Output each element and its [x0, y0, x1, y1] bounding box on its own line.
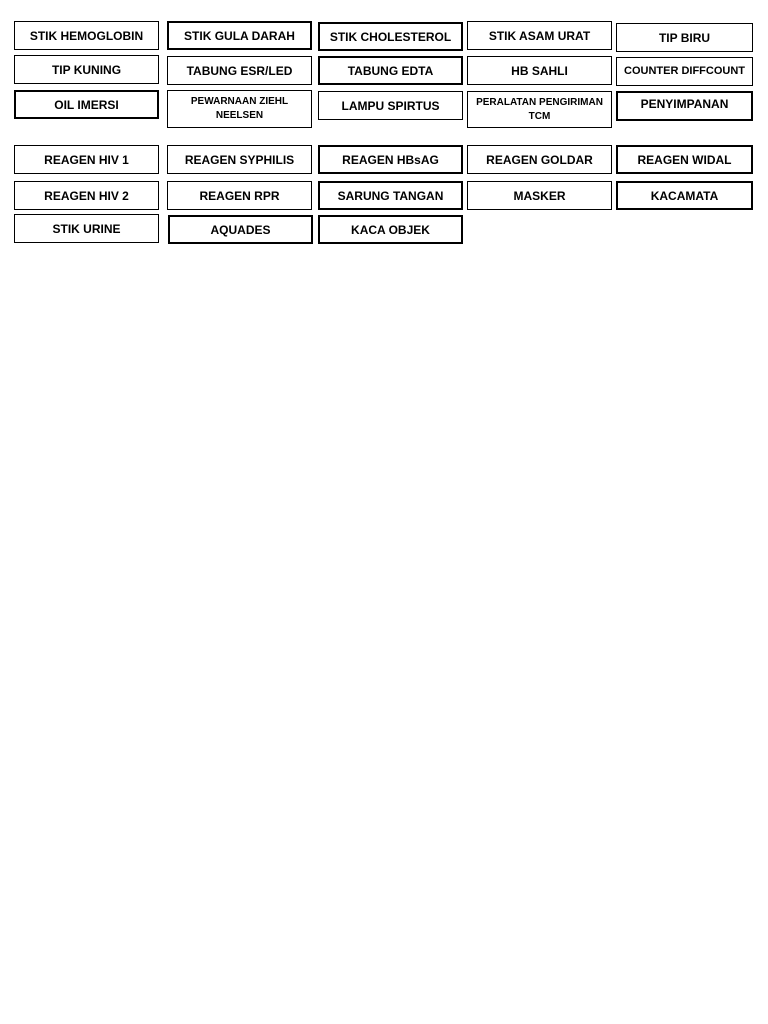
label-pewarnaan-ziehl-neelsen: PEWARNAAN ZIEHL NEELSEN	[167, 90, 312, 128]
label-oil-imersi: OIL IMERSI	[14, 90, 159, 119]
label-reagen-hbsag: REAGEN HBsAG	[318, 145, 463, 174]
label-stik-gula-darah: STIK GULA DARAH	[167, 21, 312, 50]
label-reagen-hiv-1: REAGEN HIV 1	[14, 145, 159, 174]
label-kaca-objek: KACA OBJEK	[318, 215, 463, 244]
label-aquades: AQUADES	[168, 215, 313, 244]
label-reagen-widal: REAGEN WIDAL	[616, 145, 753, 174]
label-reagen-goldar: REAGEN GOLDAR	[467, 145, 612, 174]
label-masker: MASKER	[467, 181, 612, 210]
label-hb-sahli: HB SAHLI	[467, 56, 612, 85]
label-reagen-rpr: REAGEN RPR	[167, 181, 312, 210]
label-sarung-tangan: SARUNG TANGAN	[318, 181, 463, 210]
label-counter-diffcount: COUNTER DIFFCOUNT	[616, 57, 753, 86]
label-tabung-edta: TABUNG EDTA	[318, 56, 463, 85]
label-tip-kuning: TIP KUNING	[14, 55, 159, 84]
label-reagen-hiv-2: REAGEN HIV 2	[14, 181, 159, 210]
label-stik-hemoglobin: STIK HEMOGLOBIN	[14, 21, 159, 50]
label-stik-cholesterol: STIK CHOLESTEROL	[318, 22, 463, 51]
label-tip-biru: TIP BIRU	[616, 23, 753, 52]
label-lampu-spirtus: LAMPU SPIRTUS	[318, 91, 463, 120]
label-peralatan-pengiriman-tcm: PERALATAN PENGIRIMAN TCM	[467, 91, 612, 128]
label-kacamata: KACAMATA	[616, 181, 753, 210]
label-penyimpanan: PENYIMPANAN	[616, 91, 753, 121]
label-tabung-esr-led: TABUNG ESR/LED	[167, 56, 312, 85]
label-reagen-syphilis: REAGEN SYPHILIS	[167, 145, 312, 174]
label-stik-asam-urat: STIK ASAM URAT	[467, 21, 612, 50]
label-stik-urine: STIK URINE	[14, 214, 159, 243]
